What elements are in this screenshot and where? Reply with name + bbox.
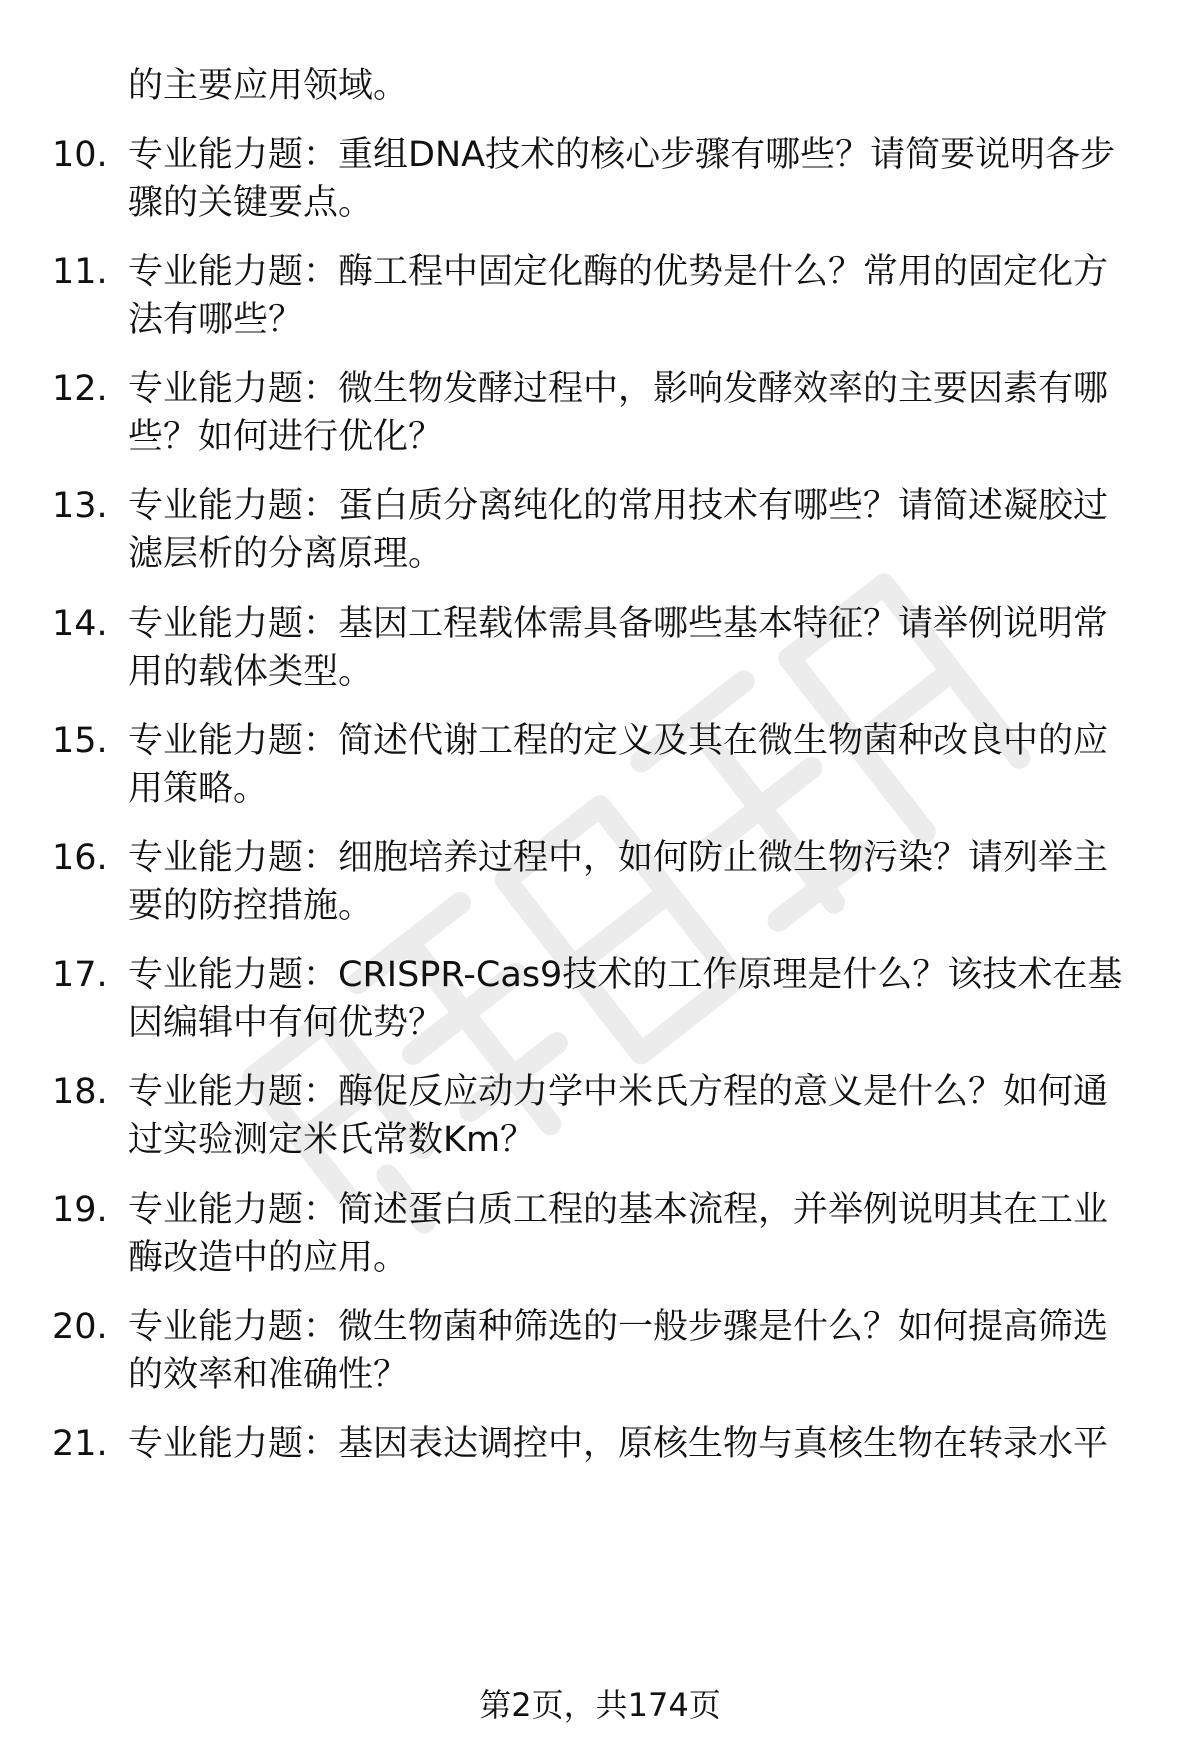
question-line: 专业能力题：酶促反应动力学中米氏方程的意义是什么？如何通: [128, 1072, 1109, 1112]
question-line: 用的载体类型。: [128, 652, 374, 692]
question-line: 的效率和准确性？: [128, 1355, 409, 1395]
question-text: [128, 482, 1158, 578]
question-item: [0, 1303, 1200, 1413]
continuation-text: 的主要应用领域。: [128, 66, 409, 106]
question-text: [128, 600, 1158, 696]
question-item: [0, 834, 1200, 944]
question-item: [0, 131, 1200, 241]
question-line: 酶改造中的应用。: [128, 1238, 409, 1278]
question-line: 滤层析的分离原理。: [128, 534, 444, 574]
question-number: 17.: [52, 955, 108, 995]
question-line: 专业能力题：微生物菌种筛选的一般步骤是什么？如何提高筛选: [128, 1307, 1109, 1347]
question-text: [128, 1303, 1158, 1399]
question-line: 专业能力题：酶工程中固定化酶的优势是什么？常用的固定化方: [128, 252, 1109, 292]
question-line: 用策略。: [128, 769, 269, 809]
question-line: 专业能力题：微生物发酵过程中，影响发酵效率的主要因素有哪: [128, 369, 1109, 409]
question-number: 19.: [52, 1190, 108, 1230]
question-line: 专业能力题：简述代谢工程的定义及其在微生物菌种改良中的应: [128, 721, 1109, 761]
question-number: 20.: [52, 1307, 108, 1347]
question-item: [0, 365, 1200, 475]
question-text: [128, 365, 1158, 461]
question-text: [128, 834, 1158, 930]
question-number: 12.: [52, 369, 108, 409]
question-item: [0, 600, 1200, 710]
question-line: 法有哪些？: [128, 300, 304, 340]
question-item: [0, 951, 1200, 1061]
question-text: [128, 951, 1158, 1047]
question-number: 21.: [52, 1424, 108, 1464]
question-line: 专业能力题：蛋白质分离纯化的常用技术有哪些？请简述凝胶过: [128, 486, 1109, 526]
question-line: 专业能力题：简述蛋白质工程的基本流程，并举例说明其在工业: [128, 1190, 1109, 1230]
question-line: 骤的关键要点。: [128, 183, 374, 223]
page-indicator: 第2页，共174页: [479, 1686, 721, 1724]
question-text: [128, 131, 1158, 227]
question-line: 过实验测定米氏常数Km？: [128, 1120, 536, 1160]
question-number: 10.: [52, 135, 108, 175]
question-text: [128, 248, 1158, 344]
question-item: [0, 248, 1200, 358]
question-line: 些？如何进行优化？: [128, 417, 444, 457]
question-text: [128, 1420, 1158, 1468]
question-number: 11.: [52, 252, 108, 292]
question-text: [128, 1068, 1158, 1164]
question-item: [0, 717, 1200, 827]
question-line: 因编辑中有何优势？: [128, 1003, 444, 1043]
question-number: 15.: [52, 721, 108, 761]
question-line: 专业能力题：细胞培养过程中，如何防止微生物污染？请列举主: [128, 838, 1109, 878]
question-number: 13.: [52, 486, 108, 526]
question-item: [0, 1068, 1200, 1178]
question-text: [128, 717, 1158, 813]
question-line: 专业能力题：重组DNA技术的核心步骤有哪些？请简要说明各步: [128, 135, 1116, 175]
question-number: 18.: [52, 1072, 108, 1112]
question-item: [0, 1186, 1200, 1296]
question-item: [0, 482, 1200, 592]
question-line: 要的防控措施。: [128, 886, 374, 926]
question-item: [0, 1420, 1200, 1480]
question-line: 专业能力题：CRISPR-Cas9技术的工作原理是什么？该技术在基: [128, 955, 1123, 995]
question-text: [128, 1186, 1158, 1282]
question-number: 16.: [52, 838, 108, 878]
question-line: 专业能力题：基因表达调控中，原核生物与真核生物在转录水平: [128, 1424, 1109, 1464]
question-line: 专业能力题：基因工程载体需具备哪些基本特征？请举例说明常: [128, 604, 1109, 644]
question-number: 14.: [52, 604, 108, 644]
